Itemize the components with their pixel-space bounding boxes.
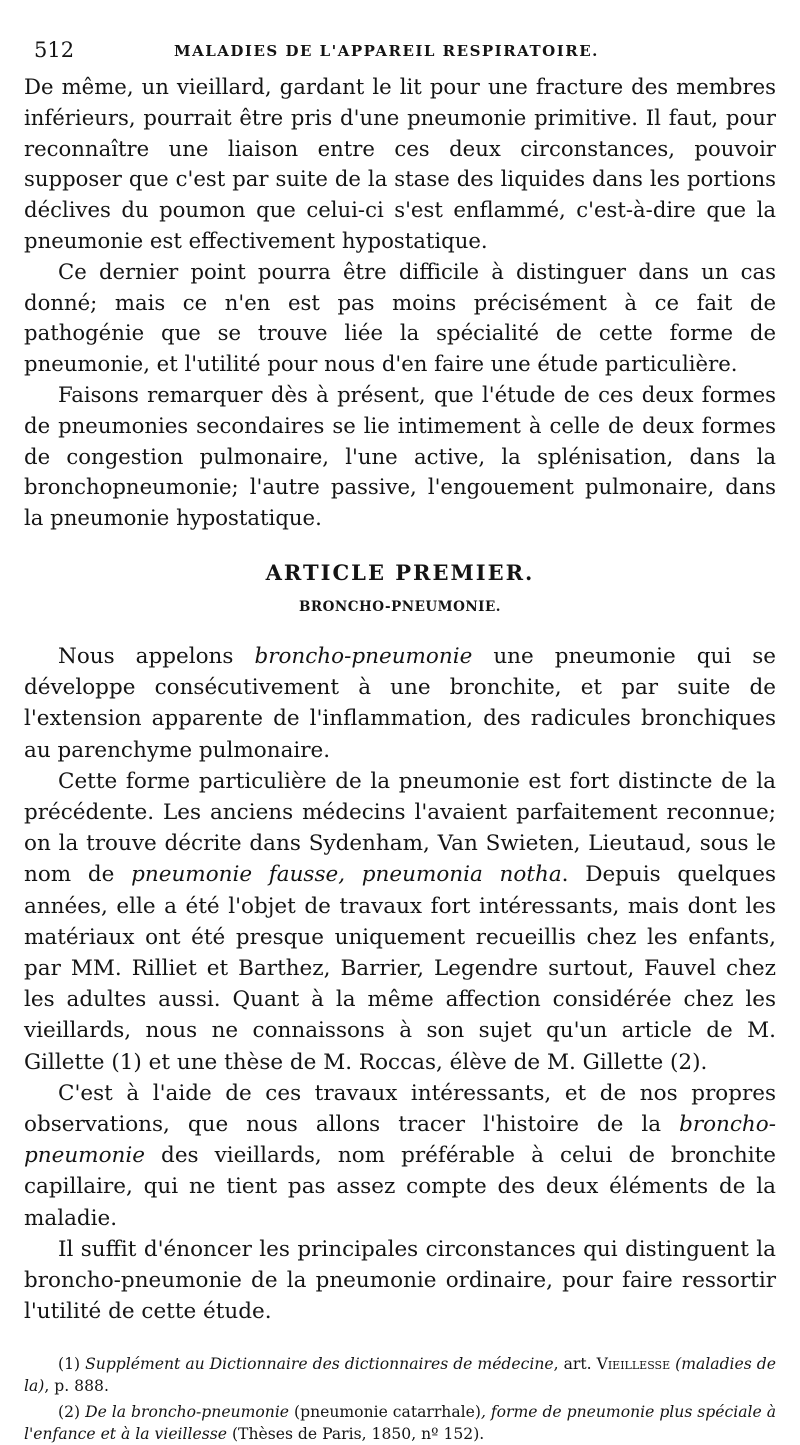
page-header [24, 34, 776, 72]
footnotes [24, 1353, 776, 1445]
paragraph: De même, un vieillard, gardant le lit pour une fracture des membres inférieurs, pourrait être pris d'une pneumonie primitive. Il faut, pour reconnaître une liaison entre ces deux circonstances, pouvoir supposer que c'est par suite de la stase des liquides dans les portions déclives du poumon que celui-ci s'est enflammé, c'est-à-dire que la pneumonie est effectivement hypostatique. [24, 74, 776, 253]
paragraph: Cette forme particulière de la pneumonie est fort distincte de la précédente. Les anciens médecins l'avaient parfaitement reconnue; on la trouve décrite dans Sydenham, Van Swieten, Lieutaud, sous le nom de pneumonie fausse, pneumonia notha. Depuis quelques années, elle a été l'objet de travaux fort intéressants, mais dont les matériaux ont été presque uniquement recueillis chez les enfants, par MM. Rilliet et Barthez, Barrier, Legendre surtout, Fauvel chez les adultes aussi. Quant à la même affection considérée chez les vieillards, nous ne connaissons à son sujet qu'un article de M. Gillette (1) et une thèse de M. Roccas, élève de M. Gillette (2). [24, 768, 776, 1075]
running-title: MALADIES DE L'APPAREIL RESPIRATOIRE. [174, 42, 599, 60]
article-text [24, 641, 776, 1327]
intro-text [24, 72, 776, 534]
paragraph: Il suffit d'énoncer les principales circonstances qui distinguent la broncho-pneumonie de la pneumonie ordinaire, pour faire ressortir l'utilité de cette étude. [24, 1236, 776, 1325]
paragraph: Faisons remarquer dès à présent, que l'étude de ces deux formes de pneumonies secondaires se lie intimement à celle de deux formes de congestion pulmonaire, l'une active, la splénisation, dans la bronchopneumonie; l'autre passive, l'engouement pulmonaire, dans la pneumonie hypostatique. [24, 381, 776, 531]
paragraph: C'est à l'aide de ces travaux intéressants, et de nos propres observations, que nous allons tracer l'histoire de la broncho-pneumonie des vieillards, nom préférable à celui de bronchite capillaire, qui ne tient pas assez compte des deux éléments de la maladie. [24, 1080, 776, 1231]
article-title: ARTICLE PREMIER. [265, 559, 535, 585]
page-number: 512 [34, 38, 75, 62]
footnote-1: (1) Supplément au Dictionnaire des dictionnaires de médecine, art. Vieillesse (maladies de la), p. 888. [24, 1355, 776, 1396]
paragraph: Nous appelons broncho-pneumonie une pneumonie qui se développe consécutivement à une bronchite, et par suite de l'extension apparente de l'inflammation, des radicules bronchiques au parenchyme pulmonaire. [24, 643, 776, 763]
paragraph: Ce dernier point pourra être difficile à distinguer dans un cas donné; mais ce n'en est pas moins précisément à ce fait de pathogénie que se trouve liée la spécialité de cette forme de pneumonie, et l'utilité pour nous d'en faire une étude particulière. [24, 258, 776, 377]
footnote-2: (2) De la broncho-pneumonie (pneumonie catarrhale), forme de pneumonie plus spéciale à l'enfance et à la vieillesse (Thèses de Paris, 1850, nº 152). [24, 1403, 776, 1444]
article-subtitle: BRONCHO-PNEUMONIE. [299, 598, 501, 615]
